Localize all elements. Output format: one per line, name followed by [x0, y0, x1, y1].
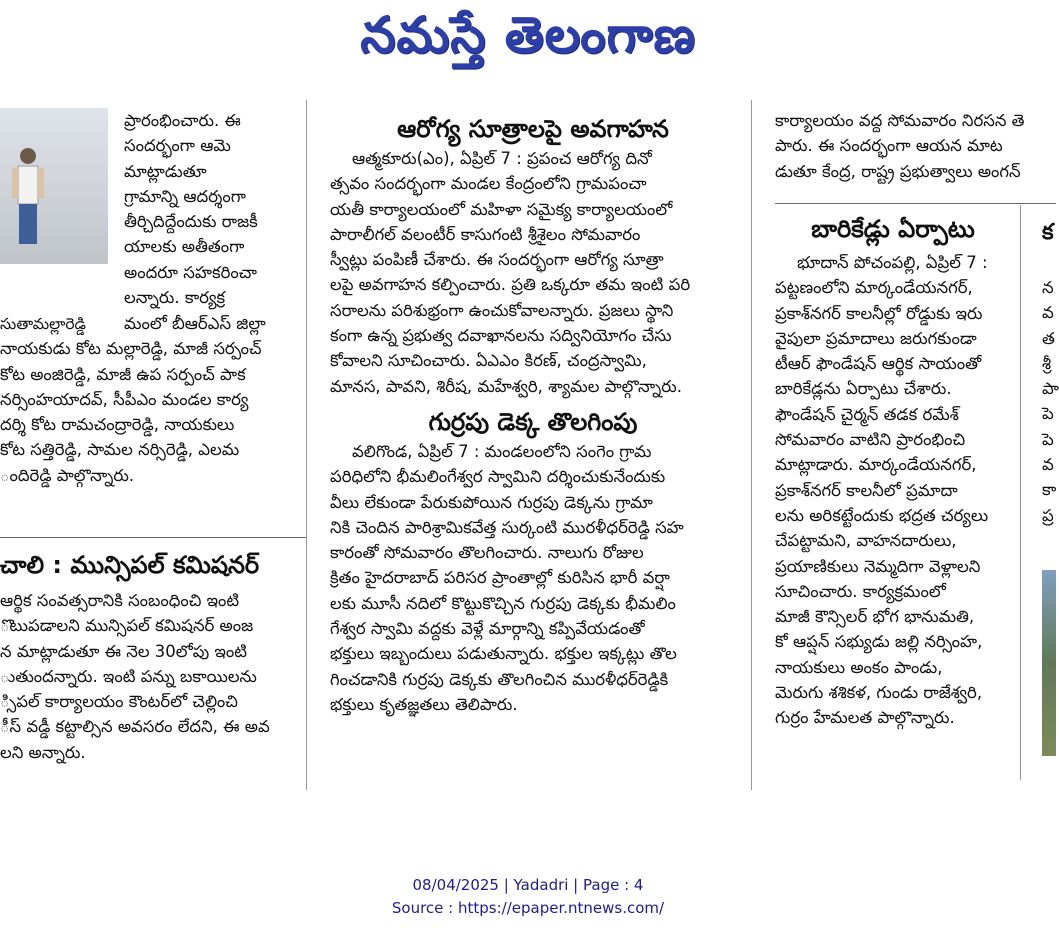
text-line: లన్నారు. కార్యక్ర — [124, 288, 226, 308]
text-line: ప్రకాశ్‌నగర్ కాలనీల్లో రోడ్డుకు ఇరు — [775, 303, 983, 323]
text-fragment: కా — [1042, 480, 1057, 500]
column-1-narrow — [124, 108, 284, 310]
text-line: ప్రారంభించారు. ఈ — [124, 111, 241, 130]
text-line: కంగా ఉన్న ప్రభుత్వ దవాఖానలను సద్వినియోగం చేసు — [330, 326, 672, 346]
text-line: న మాట్లాడుతూ ఈ నెల 30లోపు ఇంటి — [0, 641, 247, 661]
text-line: నాయకుడు కోట మల్లారెడ్డి, మాజీ సర్పంచ్ — [0, 339, 262, 359]
text-line: ఆత్మకూరు(ఎం), ఏప్రిల్ 7 : ప్రపంచ ఆరోగ్య దినో — [352, 149, 652, 168]
text-fragment: త — [1042, 328, 1055, 348]
text-line: వలిగొండ, ఏప్రిల్ 7 : మండలంలోని సంగెం గ్రామ — [352, 441, 652, 461]
text-line: అందరూ సహకరించా — [124, 262, 257, 282]
text-line: లపై అవగాహన కల్పించారు. ప్రతి ఒక్కరూ తమ ఇంటి పరి — [330, 275, 691, 295]
column-1-article-2 — [0, 548, 290, 765]
text-line: ఆర్థిక సంవత్సరానికి సంబంధించి ఇంటి — [0, 591, 240, 610]
text-line: యాలకు అతీతంగా — [124, 237, 245, 257]
headline-municipal-commissioner: చాలి : మున్సిపల్ కమిషనర్ — [0, 551, 260, 579]
text-line: మాట్లాడుతూ — [124, 161, 207, 181]
text-line: భక్తులు ఇబ్బందులు పడుతున్నారు. భక్తుల ఇక్కట్లు తొల — [330, 644, 677, 664]
text-line: ీస్ వడ్డీ కట్టాల్సిన అవసరం లేదని, ఈ అవ — [0, 717, 270, 737]
text-fragment — [1042, 250, 1056, 275]
text-line: ందిరెడ్డి పాల్గొన్నారు. — [0, 465, 135, 485]
text-line: కోట అంజిరెడ్డి, మాజీ ఉప సర్పంచ్ పాక — [0, 364, 246, 384]
text-line: లను అరికట్టేందుకు భద్రత చర్యలు — [775, 505, 989, 525]
text-line: కారంతో సోమవారం తొలగించారు. నాలుగు రోజుల — [330, 543, 644, 563]
section-rule-col3 — [775, 203, 1056, 204]
footer-source-link[interactable]: Source : https://epaper.ntnews.com/ — [391, 899, 665, 917]
text-fragment: న — [1042, 278, 1054, 297]
news-photo-person — [0, 108, 108, 264]
text-fragment: వ — [1042, 303, 1054, 323]
text-line: భక్తులు కృతజ్ఞతలు తెలిపారు. — [330, 694, 518, 714]
text-line: నాయకులు అంకం పాండు, — [775, 657, 943, 677]
text-line: సోమవారం వాటిని ప్రారంభించి — [775, 430, 966, 450]
text-line: మాజీ కౌన్సిలర్ భోగ భానుమతి, — [775, 607, 975, 627]
column-3-article — [775, 212, 1011, 731]
text-line: పట్టణంలోని మార్కండేయనగర్, — [775, 278, 973, 298]
text-line: ప్రకాశ్‌నగర్ కాలనీలో ప్రమాదా — [775, 480, 958, 500]
text-line: మానస, పావని, శిరీష, మహేశ్వరి, శ్యామల పాల్గొన్నారు. — [330, 376, 682, 396]
text-line: టీఆర్ ఫౌండేషన్ ఆర్థిక సాయంతో — [775, 354, 982, 374]
column-2 — [330, 112, 736, 717]
headline-barricades: బారికేడ్లు ఏర్పాటు — [811, 215, 975, 243]
text-line: సందర్భంగా ఆమె — [124, 136, 231, 156]
text-line: కోవాలని సూచించారు. ఏఎఎం కిరణ్, చంద్రస్వామి, — [330, 351, 647, 371]
text-line: కార్యాలయం వద్ద సోమవారం నిరసన తె — [775, 111, 1025, 130]
text-line: ొటుపడాలని మున్సిపల్ కమిషనర్ అంజ — [0, 616, 254, 636]
text-fragment: క — [1042, 220, 1054, 245]
person-figure-icon — [8, 144, 48, 264]
text-fragment: పె — [1042, 429, 1054, 449]
text-fragment: ప్ర — [1042, 505, 1054, 525]
footer-date-edition: 08/04/2025 | Yadadri | Page : 4 — [412, 876, 644, 894]
text-line: సరాలను పరిశుభ్రంగా ఉంచుకోవాలన్నారు. ప్రజలు స్థాని — [330, 300, 674, 320]
column-rule-1 — [306, 100, 307, 790]
text-line: పరిధిలోని భీమలింగేశ్వర స్వామిని దర్శించుకునేందుకు — [330, 467, 666, 487]
text-line: పారాలీగల్ వలంటీర్ కాసుగంటి శ్రీశైలం సోమవారం — [330, 224, 641, 244]
text-line: త్సవం సందర్భంగా మండల కేంద్రంలోని గ్రామపంచా — [330, 174, 647, 194]
text-line: క్రితం హైదరాబాద్ పరిసర ప్రాంతాల్లో కురిసిన భారీ వర్షా — [330, 568, 670, 588]
masthead — [0, 0, 1056, 78]
column-3-top — [775, 108, 1056, 184]
text-fragment: పె — [1042, 404, 1054, 424]
headline-health-awareness: ఆరోగ్య సూత్రాలపై అవగాహన — [397, 115, 669, 143]
text-line: వైపులా ప్రమాదాలు జరుగకుండా — [775, 328, 977, 348]
text-line: దర్శి కోట రామచంద్రారెడ్డి, నాయకులు — [0, 415, 235, 435]
text-line: సూచించారు. కార్యక్రమంలో — [775, 581, 946, 601]
text-line: ుతుందన్నారు. ఇంటి పన్ను బకాయిలను — [0, 666, 257, 686]
text-fragment: శ్రీ — [1042, 353, 1052, 373]
text-line: బారికేడ్లను ఏర్పాటు చేశారు. — [775, 379, 952, 399]
text-line: మెరుగు శశికళ, గుండు రాజేశ్వరి, — [775, 683, 983, 703]
text-line: గించడానికి గుర్రపు డెక్కకు తొలగించిన మురళీధర్‌రెడ్డికి — [330, 669, 669, 689]
text-line: కోట సత్తిరెడ్డి, సామల నర్సిరెడ్డి, ఎలమ — [0, 440, 240, 460]
headline-water-hyacinth-removal: గుర్రపు డెక్క తొలగింపు — [428, 407, 638, 436]
text-line: వీలు లేకుండా పేరుకుపోయిన గుర్రపు డెక్కను గ్రామా — [330, 492, 653, 512]
text-line: ్సిపల్ కార్యాలయం కౌంటర్‌లో చెల్లించి — [0, 692, 238, 712]
text-fragment: పా — [1042, 379, 1059, 399]
text-line: నర్సింహయాదవ్, సీపీఎం మండల కార్య — [0, 389, 249, 409]
column-rule-2 — [751, 100, 752, 790]
column-4-partial — [1042, 216, 1059, 528]
text-line: చేపట్టామని, వాహనదారులు, — [775, 531, 957, 551]
text-line: ఫౌండేషన్ చైర్మన్ తడక రమేశ్ — [775, 404, 959, 424]
text-line: గేశ్వర స్వామి వద్దకు వెళ్లే మార్గాన్ని కప్పివేయడంతో — [330, 619, 645, 639]
text-line: గ్రామాన్ని ఆదర్శంగా — [124, 186, 246, 206]
news-photo-partial — [1042, 570, 1056, 756]
text-line: మంలో బీఆర్‌ఎస్ జిల్లా — [124, 314, 266, 333]
text-line: ప్రయాణికులు నెమ్మదిగా వెళ్లాలని — [775, 556, 981, 576]
text-line: నికి చెందిన పారిశ్రామికవేత్త సుర్కంటి మురళీధర్‌రెడ్డి సహ — [330, 517, 684, 537]
text-line: భూదాన్ పోచంపల్లి, ఏప్రిల్ 7 : — [797, 253, 988, 272]
text-fragment: వ — [1042, 455, 1054, 475]
text-line: మాట్లాడారు. మార్కండేయనగర్, — [775, 455, 977, 475]
text-line: యతీ కార్యాలయంలో మహిళా సమైక్య కార్యాలయంలో — [330, 199, 673, 219]
text-line: స్వీట్లు పంపిణీ చేశారు. ఈ సందర్భంగా ఆరోగ్య సూత్రా — [330, 250, 664, 270]
caption-text: సుతామల్లారెడ్డి — [0, 315, 86, 333]
section-rule-col1 — [0, 537, 306, 538]
text-line: డుతూ కేంద్ర, రాష్ట్ర ప్రభుత్వాలు అంగన్‌ — [775, 161, 1021, 181]
text-line: తీర్చిదిద్దేందుకు రాజకీ — [124, 212, 258, 232]
text-line: లకు మూసీ నదిలో కొట్టుకొచ్చిన గుర్రపు డెక్కకు భీమలిం — [330, 593, 676, 613]
column-rule-3 — [1020, 205, 1021, 780]
text-line: గుర్రం హేమలత పాల్గొన్నారు. — [775, 708, 955, 728]
newspaper-title: నమస్తే తెలంగాణ — [360, 6, 696, 64]
text-line: పారు. ఈ సందర్భంగా ఆయన మాట — [775, 136, 1003, 156]
text-line: లని అన్నారు. — [0, 742, 86, 762]
text-line: కో ఆప్షన్ సభ్యుడు జల్లి నర్సింహ, — [775, 632, 983, 652]
